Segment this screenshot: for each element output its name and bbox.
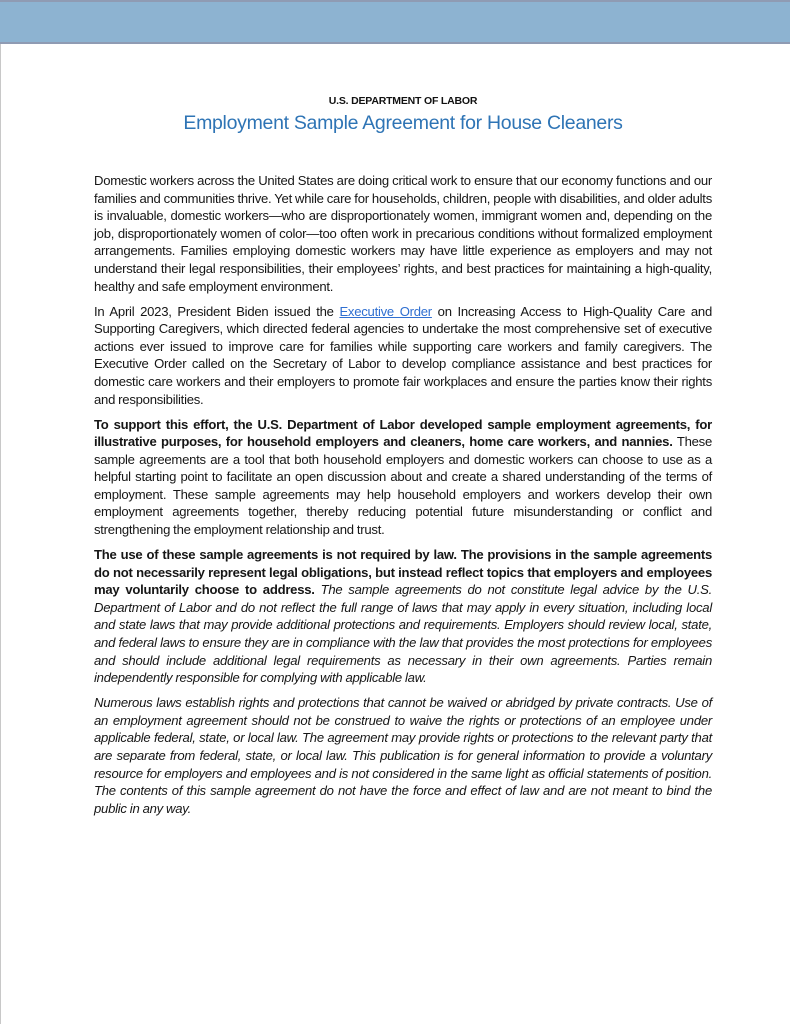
disclaimer-italic: Numerous laws establish rights and protections that cannot be waived or abridged by private contracts. Use of an employment agreement should not be construed to waive the rights or protections of an employee under applicable federal, state, or local law. The agreement may provide rights or protections to the relevant party that are separate from federal, state, or local law. This publication is for general information to provide a voluntary resource for employers and employees and is not considered in the same light as official statements of position. The contents of this sample agreement do not have the force and effect of law and are not meant to bind the public in any way.: [94, 695, 712, 816]
intro-text: Domestic workers across the United States are doing critical work to ensure that our economy functions and our families and communities thrive. Yet while care for households, children, people with disabilities, and older adults is invaluable, domestic workers—who are disproportionately women, immigrant women and, depending on the job, disproportionately women of color—too often work in precarious conditions without formalized employment arrangements. Families employing domestic workers may have little experience as employers and may not understand their legal responsibilities, their employees’ rights, and best practices for maintaining a high-quality, healthy and safe employment environment.: [94, 173, 712, 294]
executive-order-link[interactable]: Executive Order: [339, 303, 432, 319]
not-required-italic: The sample agreements do not constitute legal advice by the U.S. Department of Labor and do not reflect the full range of laws that may apply in every situation, including local and state laws that may provide additional protections and requirements. Employers should review local, state, and federal laws to ensure they are in compliance with the law that provides the most protections for employees and should include additional legal requirements as necessary in their own agreements. Parties remain independently responsible for complying with applicable law.: [94, 582, 712, 686]
not-required-bold: The use of these sample agreements is not required by law. The provisions in the sample agreements do not necessarily represent legal obligations, but instead reflect topics that employers and employees may voluntarily choose to address.: [94, 547, 712, 598]
paragraph-support-effort: [94, 416, 712, 539]
paragraph-disclaimer: [94, 694, 712, 817]
document-body: [94, 172, 712, 825]
support-effort-bold: To support this effort, the U.S. Department of Labor developed sample employment agreements, for illustrative purposes, for household employers and cleaners, home care workers, and nannies.: [94, 416, 712, 450]
executive-order-rest: on Increasing Access to High-Quality Care and Supporting Caregivers, which directed federal agencies to undertake the most comprehensive set of executive actions ever issued to improve care for families while supporting care workers and family caregivers. The Executive Order called on the Secretary of Labor to develop compliance assistance and best practices for domestic care workers and their employers to promote fair workplaces and ensure the parties know their rights and responsibilities.: [94, 303, 712, 407]
paragraph-not-required: [94, 546, 712, 687]
paragraph-intro: [94, 172, 712, 295]
page-left-border: [0, 0, 1, 1024]
paragraph-executive-order: [94, 303, 712, 409]
agency-name: U.S. DEPARTMENT OF LABOR: [328, 95, 478, 107]
support-effort-text: These sample agreements are a tool that both household employers and domestic workers can choose to use as a helpful starting point to facilitate an open discussion about and create a shared understanding of the terms of employment. These sample agreements may help household employers and workers develop their own employment agreements together, thereby reducing potential future misunderstanding or conflict and strengthening the employment relationship and trust.: [94, 434, 712, 538]
executive-order-lead: In April 2023, President Biden issued the: [94, 303, 340, 319]
document-title: Employment Sample Agreement for House Cleaners: [183, 112, 623, 134]
header-band: [0, 0, 790, 44]
